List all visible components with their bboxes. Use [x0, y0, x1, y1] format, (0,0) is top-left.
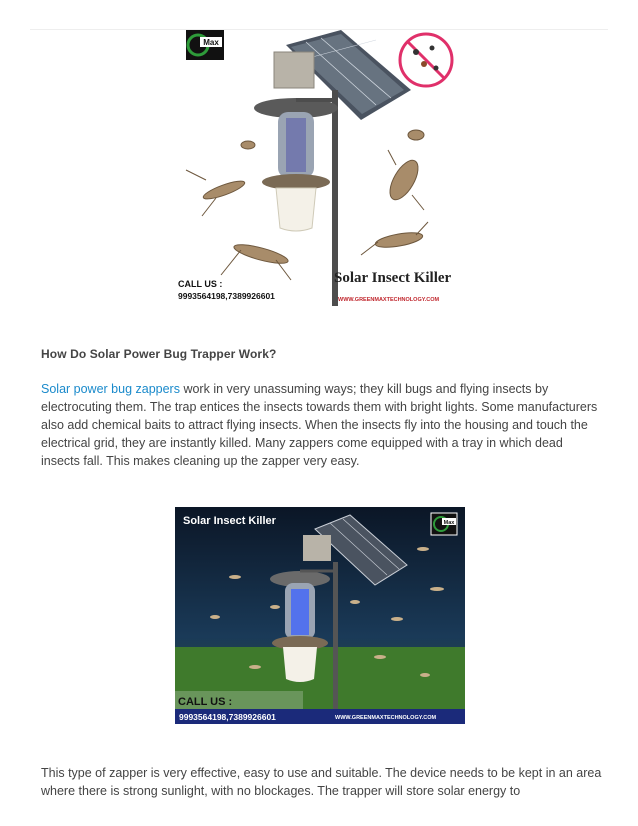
section-heading: How Do Solar Power Bug Trapper Work?: [41, 347, 277, 361]
no-insects-icon: [400, 34, 452, 86]
website-url: WWW.GREENMAXTECHNOLOGY.COM: [338, 297, 440, 303]
call-us-label-2: CALL US :: [178, 696, 233, 708]
website-url-2: WWW.GREENMAXTECHNOLOGY.COM: [335, 715, 437, 721]
solar-insect-killer-image-1: [166, 30, 474, 306]
logo-text-2: Max: [443, 520, 455, 526]
product-title-2: Solar Insect Killer: [183, 515, 276, 527]
paragraph-1: [41, 380, 604, 470]
paragraph-1-text: work in very unassuming ways; they kill bugs and flying insects by electrocuting them. The trap entices the insects towards them with bright lights. Some manufacturers also add chemical baits to attract flying insects. When the insects fly into the housing and touch the electrical grid, they are instantly killed. Many zappers come equipped with a tray in which dead insects fall. This makes cleaning up the zapper very easy.: [41, 382, 598, 468]
phone-numbers: 9993564198,7389926601: [178, 291, 275, 301]
pole-2: [333, 562, 338, 712]
solar-insect-killer-image-2: [175, 507, 465, 724]
greenmax-logo-2: [431, 513, 457, 535]
product-illustration-1: [166, 30, 474, 306]
greenmax-logo: [186, 30, 224, 60]
lamp-trap: [254, 98, 338, 231]
solar-bug-zappers-link[interactable]: Solar power bug zappers: [41, 382, 180, 396]
paragraph-2: This type of zapper is very effective, easy to use and suitable. The device needs to be kept in an area where there is strong sunlight, with no blockages. The trapper will store solar energy to: [41, 766, 602, 798]
phone-numbers-2: 9993564198,7389926601: [179, 712, 276, 722]
product-illustration-2: [175, 507, 465, 724]
product-title: Solar Insect Killer: [334, 270, 452, 286]
logo-text: Max: [203, 38, 219, 47]
call-us-label: CALL US :: [178, 279, 223, 289]
